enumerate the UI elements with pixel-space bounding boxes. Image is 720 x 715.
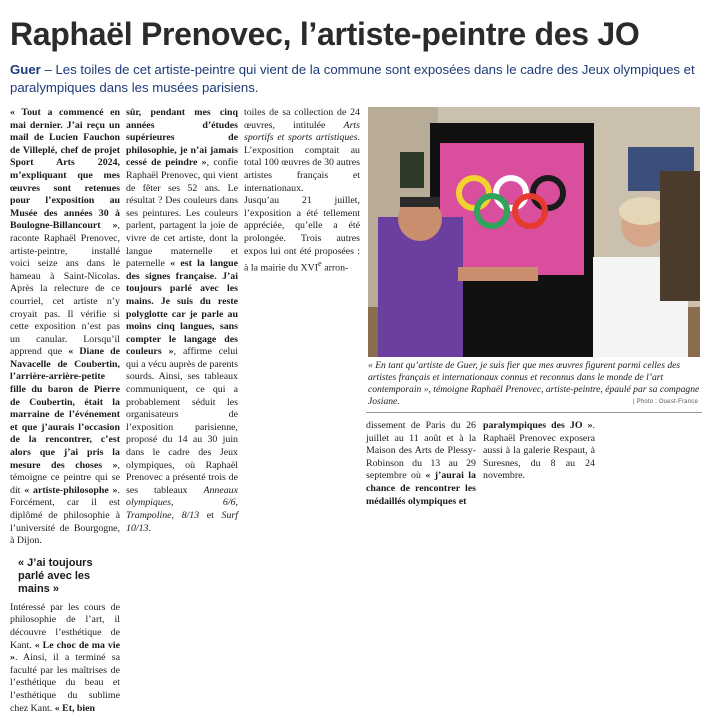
text-span: Jusqu’au 21 juillet, l’exposition a été tellement appréciée, qu’elle a été prolongée. Trois autres expos lui ont été proposées : à la mairie du XVI <box>244 195 360 274</box>
photo-small-frame <box>400 152 424 188</box>
text-span: dissement de Paris du 26 juillet au 11 août et à la Maison des Arts de Plessy-Robinson du 13 au 29 septembre où <box>366 420 476 482</box>
text-span: arron- <box>321 262 349 274</box>
text-span: , affirme celui qui a vécu auprès de parents sourds. Ainsi, ses tableaux communiquent, ce qui a probablement séduit les organisateurs de l’exposition parisienne, proposé du 14 au 30 juin dans le cadre des Jeux olympiques, où Raphaël Prenovec a présenté trois de ses tableaux <box>126 346 238 496</box>
quote-langue-signes: « est la langue des signes française. J’ai toujours parlé avec les mains. Je suis du reste polyglotte car je parle au moins cinq langues, sans compter le langage des couleurs » <box>126 258 238 358</box>
photo-caption: « En tant qu’artiste de Guer, je suis fier que mes œuvres figurent parmi celles des artistes français et internationaux connus et reconnus dans le monde de l’art contemporain », témoigne Raphaël Prenovec, artiste-peintre, épaulé par sa compagne Josiane. <box>368 360 700 407</box>
painting-title-surf: Surf 10/13 <box>126 510 238 534</box>
article-column-5 <box>483 420 595 492</box>
text-span: Intéressé par les cours de philosophie de l’art, il découvre l’esthétique de Kant. <box>10 601 120 651</box>
article-subhead: « J’ai toujours parlé avec les mains » <box>18 556 93 595</box>
background-visitor <box>660 171 700 301</box>
column-5-paragraph <box>483 420 595 483</box>
text-span: . Raphaël Prenovec exposera aussi à la galerie Respaut, à Suresnes, du 8 au 24 novembre. <box>483 420 595 482</box>
text-span: , confie Raphaël Prenovec, qui vient de fêter ses 52 ans. Le résultat ? Des couleurs dans ses peintures. Les couleurs parlent, partagent la joie de vivre de cet artiste, dont la langue maternelle et paternelle <box>126 157 238 270</box>
text-span: . Ainsi, il a terminé sa faculté par les maîtrises de l’esthétique du beau et l’esthétique du sublime chez Kant. <box>10 652 120 714</box>
article-column-4 <box>366 420 476 507</box>
collection-title: Arts sportifs et sports artistiques <box>244 119 360 144</box>
photo-illustration <box>368 107 700 357</box>
column-3-paragraph-1 <box>244 107 360 195</box>
text-span: . <box>148 522 151 534</box>
handshake-arms <box>458 267 538 281</box>
companion-hair <box>619 197 667 225</box>
photo-credit: | Photo : Ouest-France <box>633 399 698 405</box>
column-1-paragraph-1 <box>10 107 120 548</box>
quote-et-bien: « Et, bien <box>54 702 96 714</box>
quote-medailles: « j’aurai la chance de rencontrer les médaillés olympiques et <box>366 470 476 507</box>
text-span: et <box>199 510 222 521</box>
article-column-6 <box>602 420 712 492</box>
column-1-paragraph-2 <box>10 602 120 715</box>
article-column-3 <box>244 107 360 492</box>
caption-divider <box>366 412 702 413</box>
quote-choc: « Le choc de ma vie » <box>10 639 120 664</box>
quote-may: « Tout a commencé en mai dernier. J’ai reçu un mail de Lucien Fauchon de Villeplé, chef de projet Sport Arts 2024, m’expliquant que mes œuvres sont retenues pour l’exposition au Musée des années 30 à Boulogne-Billancourt » <box>10 107 120 232</box>
text-span: toiles de sa collection de 24 œuvres, intitulée <box>244 107 360 131</box>
article-column-2 <box>126 107 238 534</box>
quote-peindre: sûr, pendant mes cinq années d’études supérieures de philosophie, je n’ai jamais cessé de peindre » <box>126 107 238 169</box>
column-2-paragraph <box>126 107 238 535</box>
column-4-paragraph <box>366 420 476 508</box>
column-3-paragraph-2 <box>244 195 360 275</box>
text-span: , raconte Raphaël Prenovec, artiste-peintre, installé voici seize ans dans le hameau à Saint-Nicolas. Après la relecture de ce courriel, cet artiste n’y croyait pas. Il vérifie si cette exposition n’est pas un canular. Lorsqu’il apprend que <box>10 220 120 358</box>
quote-coubertin: « Diane de Navacelle de Coubertin, l’arrière-arrière-petite fille du baron de Pierre de Coubertin, était la marraine de l’événement et que j’aurais l’occasion de la rencontrer, c’est alors que j’ai pris la mesure des choses » <box>10 346 120 471</box>
text-span: , témoigne ce peintre qui se dit <box>10 459 120 496</box>
lede-text: – Les toiles de cet artiste-peintre qui vient de la commune sont exposées dans le cadre des Jeux olympiques et paralympiques dans les musées parisiens. <box>10 62 695 95</box>
quote-philosophe: « artiste-philosophe » <box>24 484 118 496</box>
artist-hair <box>400 197 440 207</box>
painting-titles: Anneaux olympiques, 6/6, Trampoline, 8/13 <box>126 484 238 521</box>
quote-jo: paralympiques des JO » <box>483 420 593 431</box>
article-photo <box>368 107 700 357</box>
article-lede <box>10 61 700 97</box>
article-column-1 <box>10 107 120 714</box>
lede-place: Guer <box>10 62 41 77</box>
article-headline: Raphaël Prenovec, l’artiste-peintre des JO <box>10 16 640 52</box>
superscript: e <box>318 259 322 269</box>
text-span: . Forcément, car il est diplômé de philosophie à l’université de Bourgogne, à Dijon. <box>10 484 120 547</box>
text-span: . L’exposition comptait au total 100 œuvres de 30 autres artistes français et internationaux. <box>244 132 361 194</box>
